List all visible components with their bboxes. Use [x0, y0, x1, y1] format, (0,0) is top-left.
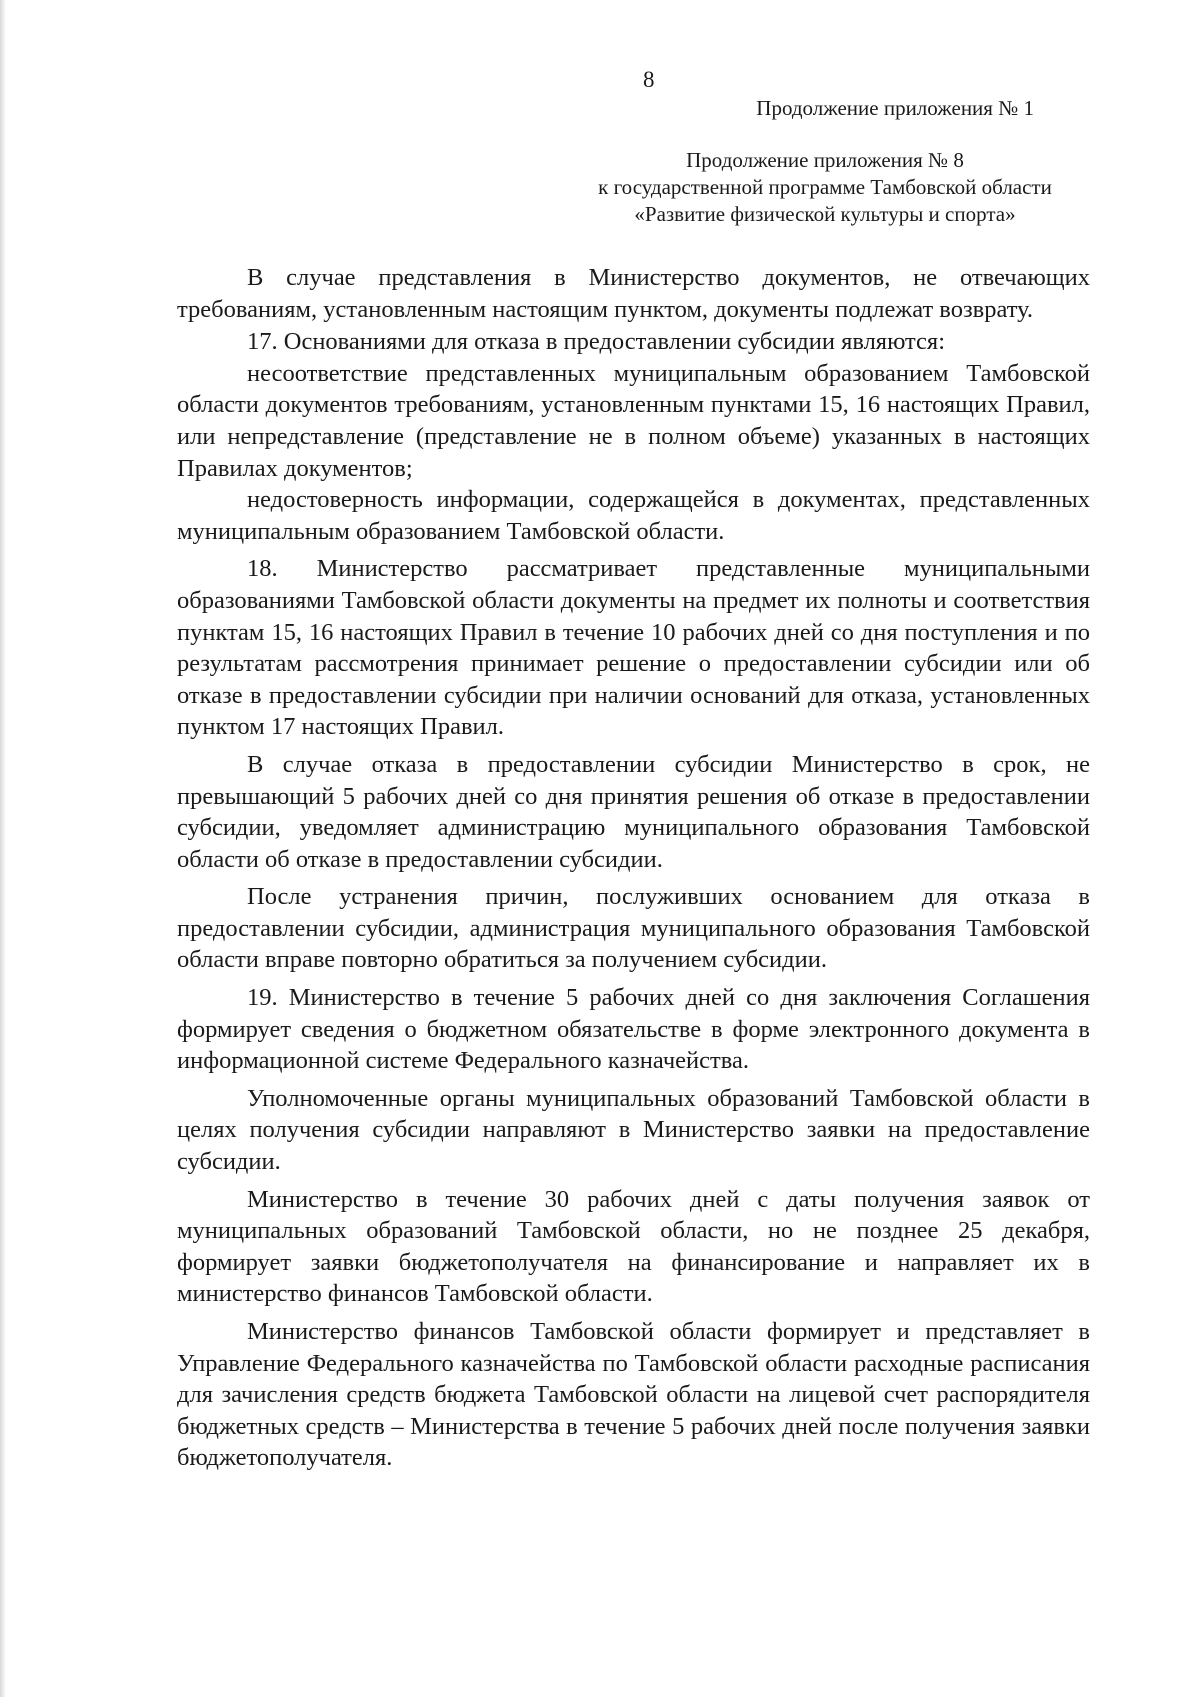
paragraph-reapply: После устранения причин, послуживших основанием для отказа в предоставлении субсидии, администрация муниципального образования Тамбовской области вправе повторно обратиться за получением субсидии.: [177, 883, 1090, 974]
paragraph-authorized-bodies: Уполномоченные органы муниципальных образований Тамбовской области в целях получения субсидии направляют в Министерство заявки на предоставление субсидии.: [177, 1084, 1090, 1176]
header-appendix-8-block: [560, 147, 1090, 228]
paragraph-17-item-noncompliance: несоответствие представленных муниципальным образованием Тамбовской области документов требованиям, установленным пунктами 15, 16 настоящих Правил, или непредставление (представление не в полном объеме) указанных в настоящих Правилах документов;: [177, 359, 1090, 482]
header-continuation-appendix-8: Продолжение приложения № 8: [686, 148, 964, 172]
paragraph-ministry-requests: Министерство в течение 30 рабочих дней с даты получения заявок от муниципальных образований Тамбовской области, но не позднее 25 декабря, формирует заявки бюджетополучателя на финансирование и направляет их в министерство финансов Тамбовской области.: [177, 1185, 1090, 1308]
header-program-title: «Развитие физической культуры и спорта»: [634, 202, 1016, 226]
document-body: [177, 262, 1090, 1474]
appendix-header: [560, 95, 1090, 228]
paragraph-17-heading: 17. Основаниями для отказа в предоставлении субсидии являются:: [247, 328, 946, 356]
paragraph-ministry-finance: Министерство финансов Тамбовской области формирует и представляет в Управление Федерального казначейства по Тамбовской области расходные расписания для зачисления средств бюджета Тамбовской области на лицевой счет распорядителя бюджетных средств – Министерства в течение 5 рабочих дней после получения заявки бюджетополучателя.: [177, 1318, 1090, 1472]
header-continuation-appendix-1: Продолжение приложения № 1: [756, 96, 1034, 120]
paragraph-17-item-unreliable: недостоверность информации, содержащейся в документах, представленных муниципальным образованием Тамбовской области.: [177, 486, 1090, 545]
header-program-reference: к государственной программе Тамбовской области: [598, 175, 1052, 199]
paragraph-19: 19. Министерство в течение 5 рабочих дней со дня заключения Соглашения формирует сведения о бюджетном обязательстве в форме электронного документа в информационной системе Федерального казначейства.: [177, 984, 1090, 1075]
page-number: 8: [643, 67, 655, 92]
paragraph-refusal-notice: В случае отказа в предоставлении субсидии Министерство в срок, не превышающий 5 рабочих дней со дня принятия решения об отказе в предоставлении субсидии, уведомляет администрацию муниципального образования Тамбовской области об отказе в предоставлении субсидии.: [177, 750, 1090, 873]
paragraph-18: 18. Министерство рассматривает представленные муниципальными образованиями Тамбовской области документы на предмет их полноты и соответствия пунктам 15, 16 настоящих Правил в течение 10 рабочих дней со дня поступления и по результатам рассмотрения принимает решение о предоставлении субсидии или об отказе в предоставлении субсидии при наличии оснований для отказа, установленных пунктом 17 настоящих Правил.: [177, 555, 1090, 741]
paragraph-return-documents: В случае представления в Министерство документов, не отвечающих требованиям, установленным настоящим пунктом, документы подлежат возврату.: [177, 264, 1090, 323]
scan-edge-shadow: [0, 0, 6, 1697]
